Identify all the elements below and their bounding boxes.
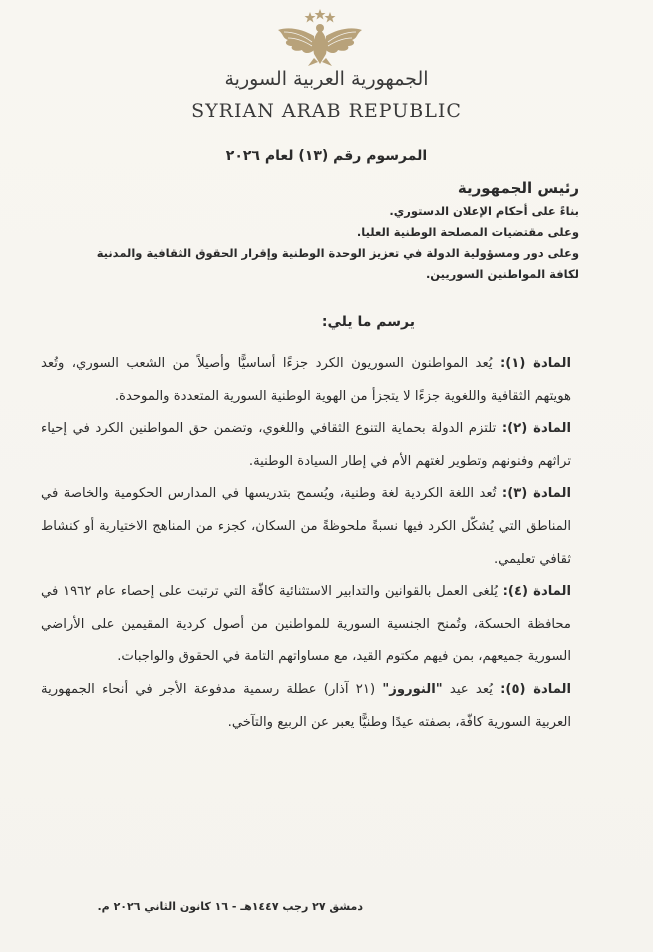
article-5: [41, 674, 571, 739]
syrian-eagle-emblem-icon: [274, 8, 366, 68]
preamble-line: وعلى دور ومسؤولية الدولة في تعزيز الوحدة الوطنية وإقرار الحقوق الثقافية والمدنية لكافة المواطنين السوريين.: [96, 246, 579, 281]
preamble: [79, 178, 579, 285]
article-label: المادة (٢):: [501, 421, 571, 437]
article-3: [41, 478, 571, 576]
issue-date: دمشق ٢٧ رجب ١٤٤٧هـ - ١٦ كانون الثاني ٢٠٢٦ م.: [97, 900, 363, 913]
article-2: [41, 413, 571, 478]
articles-list: [41, 348, 571, 739]
decree-title: المرسوم رقم (١٣) لعام ٢٠٢٦: [225, 148, 428, 164]
preamble-line: بناءً على أحكام الإعلان الدستوري.: [389, 204, 579, 218]
article-text: تلتزم الدولة بحماية التنوع الثقافي واللغوي، وتضمن حق المواطنين الكرد في إحياء تراثهم وفنونهم وتطوير لغتهم الأم في إطار السيادة الوطنية.: [41, 421, 571, 469]
article-label: المادة (٥):: [500, 681, 572, 697]
article-label: المادة (٤):: [502, 584, 571, 600]
country-name-english: SYRIAN ARAB REPUBLIC: [191, 100, 462, 122]
article-text-emphasis: "النوروز": [382, 681, 443, 697]
president-title: رئيس الجمهورية: [457, 179, 579, 197]
article-1: [41, 348, 571, 413]
article-text: تُعد اللغة الكردية لغة وطنية، ويُسمح بتدريسها في المدارس الحكومية والخاصة في المناطق التي يُشكّل الكرد فيها نسبةً ملحوظةً من السكان، كجزء من المناهج الاختيارية أو كنشاط ثقافي تعليمي.: [41, 486, 571, 567]
article-label: المادة (٣):: [501, 486, 571, 502]
article-text: يُلغى العمل بالقوانين والتدابير الاستثنائية كافّة التي ترتبت على إحصاء عام ١٩٦٢ في محافظة الحسكة، وتُمنح الجنسية السورية للمواطنين من أصول كردية المقيمين على الأراضي السورية جميعهم، بمن فيهم مكتوم القيد، مع مساواتهم التامة في الحقوق والواجبات.: [41, 584, 571, 665]
article-text: (٢١ آذار) عطلة رسمية مدفوعة الأجر في أنحاء الجمهورية العربية السورية كافّة، بصفته عيدًا وطنيًّا يعبر عن الربيع والتآخي.: [41, 681, 571, 730]
country-name-arabic: الجمهورية العربية السورية: [224, 68, 429, 90]
article-text: يُعد عيد: [449, 681, 493, 697]
article-text: يُعد المواطنون السوريون الكرد جزءًا أساسيًّا وأصيلاً من الشعب السوري، وتُعد هويتهم الثقافية واللغوية جزءًا لا يتجزأ من الهوية الوطنية السورية المتعددة والموحدة.: [41, 356, 571, 404]
article-label: المادة (١):: [499, 356, 571, 371]
preamble-line: وعلى مقتضيات المصلحة الوطنية العليا.: [356, 225, 579, 239]
decree-heading: يرسم ما يلي:: [321, 314, 415, 330]
article-4: [41, 576, 571, 674]
